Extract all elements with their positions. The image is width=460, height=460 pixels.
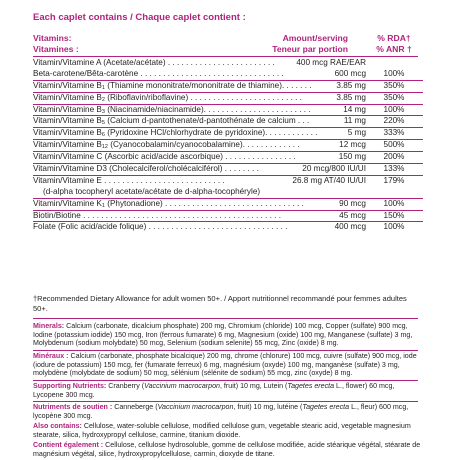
supporting-fr-text: L., fleur) 600 mcg, lycopène 300 mcg. [33, 403, 409, 420]
row-name: Vitamin/Vitamine E . . . . . . . . . . . . . . . . . . . . . . . . . . . [33, 175, 225, 185]
row-name-subscript: 1 [101, 202, 105, 209]
rda-label-en: % RDA† [377, 33, 411, 43]
row-name-part: Vitamin/Vitamine B [33, 140, 102, 150]
row-name-subscript: 2 [101, 96, 105, 103]
row-name-part: (Calcium d-pantothenate/d-pantothénate de calcium . . . [104, 116, 310, 126]
row-name-part: (Riboflavin/riboflavine) . . . . . . . . . . . . . . . . . . . . . . . . . [104, 92, 302, 102]
row-name: Folate (Folic acid/acide folique) . . . . . . . . . . . . . . . . . . . . . . . . . . . . . . . [33, 222, 288, 232]
row-amount: 600 mcg [334, 68, 366, 78]
vitamin-table [33, 58, 423, 233]
row-name-part: (Phytonadione) . . . . . . . . . . . . . . . . . . . . . . . . . . . . . . . [104, 198, 304, 208]
row-name-subscript: 5 [101, 120, 105, 127]
row-amount: 150 mg [338, 152, 366, 162]
table-row [33, 164, 423, 176]
table-row [33, 211, 423, 223]
column-header-vitamins [33, 33, 79, 54]
row-amount: 45 mcg [339, 210, 366, 220]
row-rda: 200% [383, 152, 405, 162]
row-rda: 150% [383, 210, 405, 220]
table-row [33, 187, 423, 199]
amount-label-fr: Teneur par portion [272, 43, 348, 54]
minerals-en-text: Calcium (carbonate, dicalcium phosphate) 200 mg, Chromium (chloride) 100 mcg, Copper (sulfate) 900 mcg, Iodine (potassium iodide) 150 mcg, Iron (ferrous fumarate) 6 mg, Magnesium (oxide) 100 mg, Manganese (sulfate) 3 mg, Molybdenum (sodium molybdate) 50 mcg, Selenium (sodium selenite) 55 mcg, Zinc (oxide) 8 mg. [33, 322, 413, 348]
row-amount: 14 mg [343, 104, 366, 114]
column-header-rda [372, 33, 416, 54]
table-row [33, 81, 423, 93]
table-row [33, 116, 423, 128]
table-row [33, 176, 423, 187]
minerals-en-paragraph [33, 322, 423, 348]
table-row [33, 105, 423, 117]
row-name-part: Vitamin/Vitamine B [33, 92, 102, 102]
row-amount: 3.85 mg [336, 80, 366, 90]
table-row [33, 93, 423, 105]
row-name: (d-alpha tocopheryl acetate/acétate de d-alpha-tocophéryle) [43, 186, 261, 196]
row-name: Beta-carotene/Bêta-carotène . . . . . . . . . . . . . . . . . . . . . . . . . . . . . . . . [33, 68, 284, 78]
row-name-part: (Niacinamide/niacinamide). . . . . . . . . . . . . . . . . . . . . . . . [104, 104, 311, 114]
row-name-part: Vitamin/Vitamine B [33, 104, 102, 114]
row-name-subscript: 6 [101, 132, 105, 139]
row-rda: 500% [383, 140, 405, 150]
table-row [33, 222, 423, 233]
row-name-part: (Cyanocobalamin/cyanocobalamine). . . . . . . . . . . . . [108, 140, 300, 150]
footnote-divider [33, 318, 418, 319]
supporting-en-text: , fruit) 10 mg, Lutein ( [219, 382, 288, 390]
supporting-fr-label: Nutriments de soutien : [33, 403, 113, 411]
also-contains-en-paragraph [33, 422, 423, 439]
supporting-en-species: Tagetes erecta [287, 382, 335, 390]
supporting-en-paragraph [33, 382, 423, 399]
supporting-en-species: Vaccinium macrocarpon [144, 382, 220, 390]
also-contains-en-text: Cellulose, water-soluble cellulose, modified cellulose gum, vegetable stearic acid, vegetable magnesium stearate, silica, hydroxypropyl cellulose, carmine, titanium dioxide. [33, 422, 411, 439]
vitamins-label-fr: Vitamines : [33, 43, 79, 54]
row-rda: 100% [383, 198, 405, 208]
row-amount: 3.85 mg [336, 92, 366, 102]
supporting-fr-paragraph [33, 403, 423, 420]
row-rda: 179% [383, 175, 405, 185]
table-row [33, 58, 423, 69]
row-name-part: Vitamin/Vitamine B [33, 128, 102, 138]
row-amount: 11 mg [343, 116, 366, 126]
supporting-fr-text: , fruit) 10 mg, lutéine ( [233, 403, 303, 411]
minerals-en-label: Minerals: [33, 322, 65, 330]
row-name-subscript: 12 [101, 144, 108, 151]
row-amount: 26.8 mg AT/40 IU/UI [292, 175, 366, 185]
minerals-fr-text: Calcium (carbonate, phosphate bicalcique) 200 mg, chrome (chlorure) 100 mcg, cuivre (sulfate) 900 mcg, iode (iodure de potassium) 150 mcg, fer (fumarate ferreux) 6 mg, magnésium (oxyde) 100 mg, manganèse (sulfate) 3 mg, molybdène (molybdate de sodium) 50 mcg, sélénium (sélénite de sodium) 55 mcg, zinc (oxyde) 8 mg. [33, 352, 417, 378]
also-contains-fr-text: Cellulose, cellulose hydrosoluble, gomme de cellulose modifiée, acide stéarique végétal, stéarate de magnésium végétal, silice, hydroxypropylcellulose, carmin, dioxyde de titane. [33, 441, 421, 458]
vitamins-label-en: Vitamins: [33, 33, 72, 43]
row-name-subscript: 1 [101, 84, 105, 91]
row-amount: 12 mcg [339, 140, 366, 150]
row-rda: 350% [383, 92, 405, 102]
divider [33, 350, 418, 351]
row-rda: 133% [383, 164, 405, 174]
table-row [33, 140, 423, 152]
row-name: Vitamin/Vitamine C (Ascorbic acid/acide ascorbique) . . . . . . . . . . . . . . . . [33, 152, 296, 162]
row-rda: 350% [383, 80, 405, 90]
also-contains-fr-paragraph [33, 441, 423, 458]
row-name: Vitamin/Vitamine A (Acetate/acétate) . . . . . . . . . . . . . . . . . . . . . . . . [33, 58, 275, 67]
row-rda: 100% [383, 222, 405, 232]
row-rda: 220% [383, 116, 405, 126]
row-name-part: Vitamin/Vitamine B [33, 116, 102, 126]
row-name-part: Vitamin/Vitamine B [33, 80, 102, 90]
row-name-part: (Thiamine mononitrate/mononitrate de thiamine). . . . . . . [104, 80, 312, 90]
table-row [33, 69, 423, 81]
rda-footnote: †Recommended Dietary Allowance for adult women 50+. / Apport nutritionnel recommandé pour femmes adultes 50+. [33, 294, 407, 313]
row-name-part: (Pyridoxine HCl/chlorhydrate de pyridoxine). . . . . . . . . . . . [104, 128, 318, 138]
divider [33, 380, 418, 381]
also-contains-fr-label: Contient également : [33, 441, 104, 449]
table-row [33, 152, 423, 164]
minerals-fr-label: Minéraux : [33, 352, 69, 360]
supporting-en-text: L., flower) 60 mcg, Lycopene 300 mcg. [33, 382, 395, 399]
supporting-fr-species: Vaccinium macrocarpon [157, 403, 234, 411]
table-row [33, 199, 423, 211]
supporting-en-label: Supporting Nutrients: [33, 382, 107, 390]
row-name: Vitamin/Vitamine D3 (Cholecalciferol/cholécalciférol) . . . . . . . . [33, 164, 259, 174]
row-amount: 5 mg [347, 128, 366, 138]
row-amount: 90 mcg [339, 198, 366, 208]
row-name: Biotin/Biotine . . . . . . . . . . . . . . . . . . . . . . . . . . . . . . . . . . . . . . . . . . . . [33, 210, 281, 220]
minerals-fr-paragraph [33, 352, 423, 378]
row-rda: 100% [383, 68, 405, 78]
rda-label-fr: % ANR † [376, 43, 412, 54]
amount-label-en: Amount/serving [282, 33, 348, 43]
column-header-amount [272, 33, 348, 54]
row-name-part: Vitamin/Vitamine K [33, 198, 102, 208]
supporting-en-text: Cranberry ( [106, 382, 145, 390]
row-amount: 400 mcg RAE/EAR [296, 58, 366, 67]
also-contains-en-label: Also contains: [33, 422, 82, 430]
row-amount: 20 mcg/800 IU/UI [302, 164, 366, 174]
row-rda: 333% [383, 128, 405, 138]
table-row [33, 128, 423, 140]
row-amount: 400 mcg [334, 222, 366, 232]
header-divider [33, 56, 418, 57]
panel-heading: Each caplet contains / Chaque caplet contient : [33, 12, 246, 23]
row-name-subscript: 3 [101, 108, 105, 115]
row-rda: 100% [383, 104, 405, 114]
supporting-fr-species: Tagetes erecta [302, 403, 350, 411]
supporting-fr-text: Canneberge ( [112, 403, 158, 411]
divider [33, 401, 418, 402]
